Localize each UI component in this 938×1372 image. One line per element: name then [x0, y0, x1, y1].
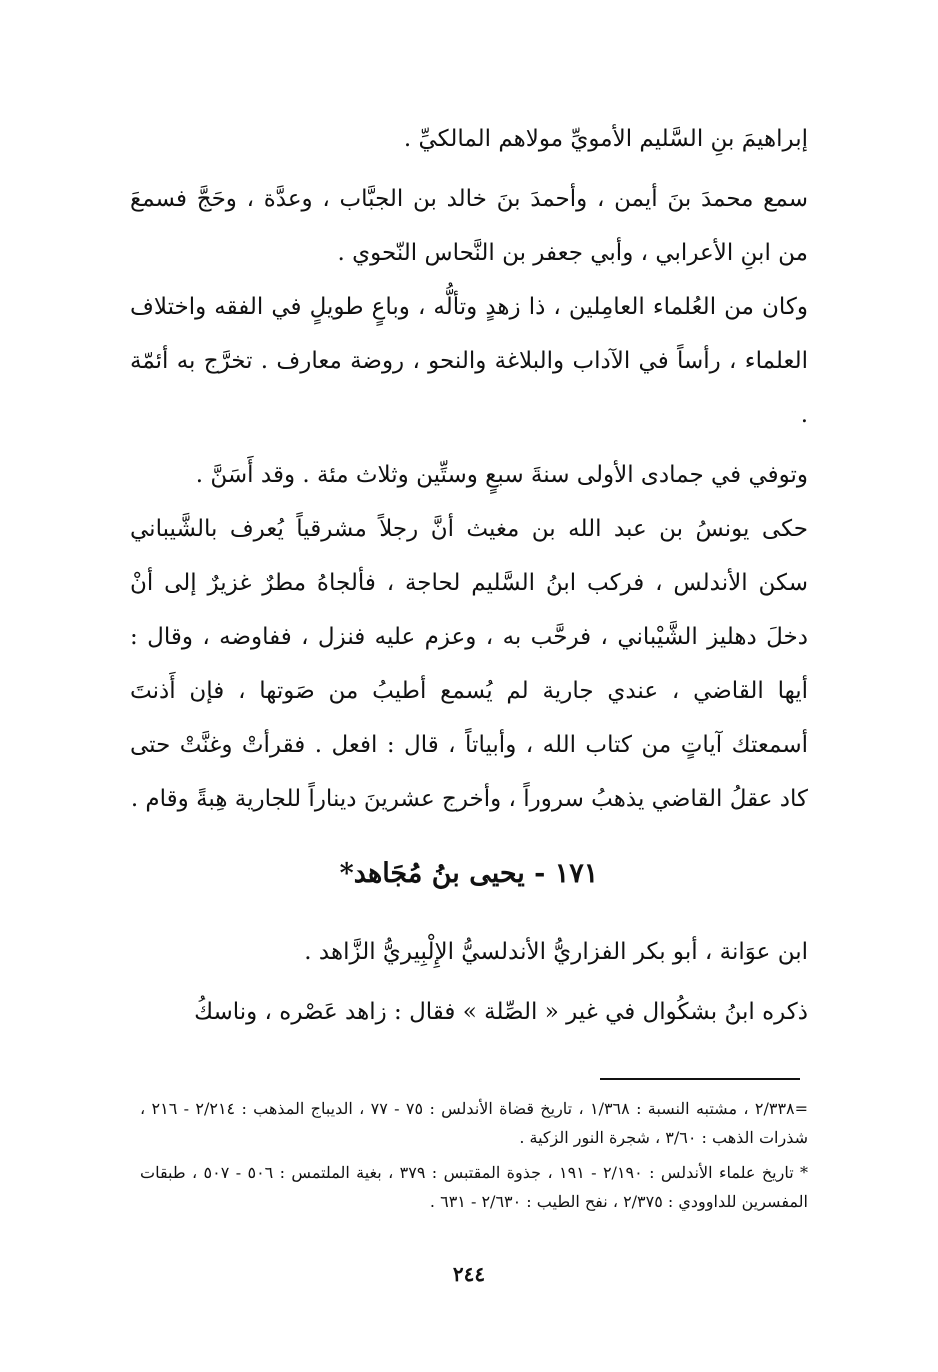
paragraph-3: وكان من العُلماء العامِلين ، ذا زهدٍ وتألُّه ، وباعٍ طويلٍ في الفقه واختلاف العلماء ، رأساً في الآداب والبلاغة والنحو ، روضة معارف . تخرَّج به أئمّة .: [130, 294, 808, 428]
footnote-divider: [600, 1078, 800, 1080]
footnote-entry: * تاريخ علماء الأندلس : ٢/١٩٠ - ١٩١ ، جذوة المقتبس : ٣٧٩ ، بغية الملتمس : ٥٠٦ - ٥٠٧ ، طبقات المفسرين للداوودي : ٢/٣٧٥ ، نفح الطيب : ٢/٦٣٠ - ٦٣١ .: [140, 1163, 809, 1211]
paragraph-2: سمع محمدَ بنَ أيمن ، وأحمدَ بنَ خالد بن الجبَّاب ، وعدَّة ، وحَجَّ فسمعَ من ابنِ الأعرابي ، وأبي جعفر بن النَّحاس النّحوي .: [130, 186, 808, 266]
page-number: ٢٤٤: [452, 1262, 486, 1286]
entry-text: [130, 922, 808, 1042]
paragraph-4: وتوفي في جمادى الأولى سنةَ سبعٍ وستِّين وثلاث مئة . وقد أَسَنَّ .: [195, 462, 808, 488]
entry-paragraph-2: ذكره ابنُ بشكُوال في غير « الصِّلة » فقال : زاهد عَصْره ، وناسكُ: [194, 999, 808, 1025]
paragraph-5: حكى يونسُ بن عبد الله بن مغيث أنَّ رجلاً مشرقياً يُعرف بالشَّيباني سكن الأندلس ، فركب ابنُ السَّليم لحاجة ، فألجاهُ مطرٌ غزيرٌ إلى أنْ دخلَ دهليز الشَّيْباني ، فرحَّب به ، وعزم عليه فنزل ، ففاوضه ، وقال : أيها القاضي ، عندي جارية لم يُسمع أطيبُ من صَوتها ، فإن أَذنتَ أسمعتك آياتٍ من كتاب الله ، وأبياتاً ، قال : افعل . فقرأتْ وغنَّتْ حتى كاد عقلُ القاضي يذهبُ سروراً ، وأخرج عشرينَ ديناراً للجارية هِبةً وقام .: [130, 516, 808, 812]
footnote-continuation: =٢/٣٣٨ ، مشتبه النسبة : ١/٣٦٨ ، تاريخ قضاة الأندلس : ٧٥ - ٧٧ ، الديباج المذهب : ٢/٢١٤ - ٢١٦ ، شذرات الذهب : ٣/٦٠ ، شجرة النور الزكية .: [140, 1099, 809, 1147]
entry-heading: ١٧١ - يحيى بنُ مُجَاهد*: [339, 858, 599, 889]
paragraph-1: إبراهيمَ بنِ السَّليم الأمويِّ مولاهم المالكيِّ .: [403, 126, 808, 152]
main-text: [130, 112, 808, 826]
footnotes: [140, 1094, 808, 1216]
entry-paragraph-1: ابن عوَانة ، أبو بكر الفزاريُّ الأندلسيُّ الإِلْبِيريُّ الزَّاهد .: [304, 939, 808, 965]
